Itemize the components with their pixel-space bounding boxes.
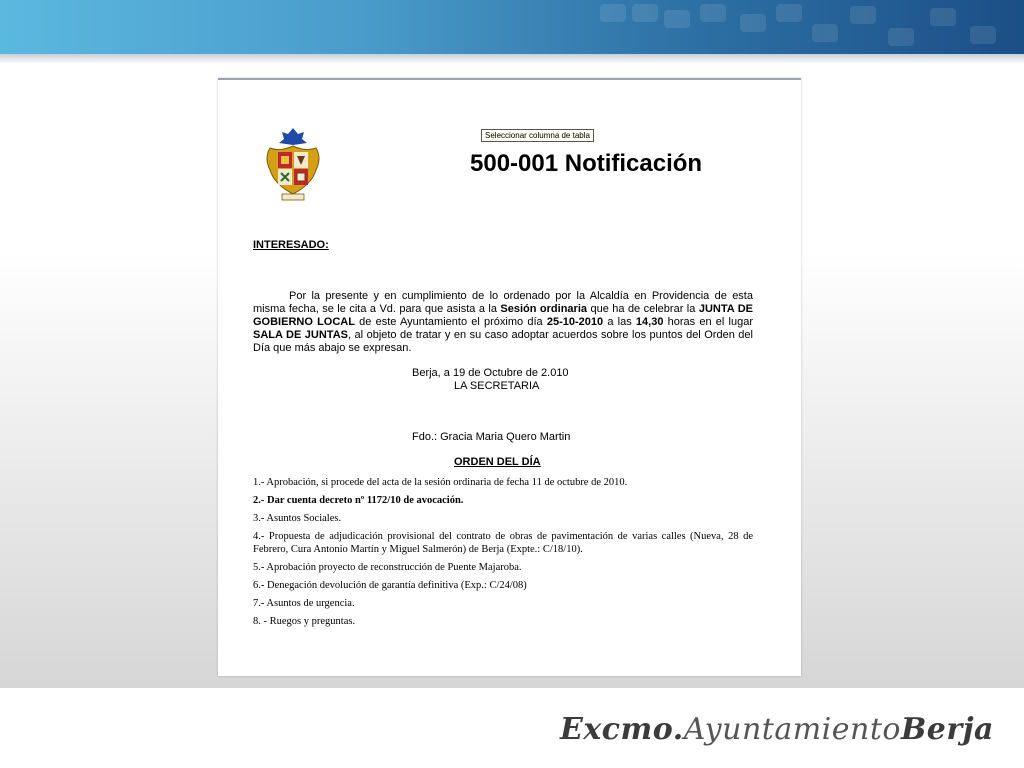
banner-tile xyxy=(776,4,802,22)
banner-tile xyxy=(888,28,914,46)
paragraph-bold-5: SALA DE JUNTAS xyxy=(253,329,348,341)
brand-ayuntamiento: Ayuntamiento xyxy=(683,712,901,747)
paragraph-bold-4: 14,30 xyxy=(635,316,664,328)
banner-tile xyxy=(700,4,726,22)
top-banner xyxy=(0,0,1024,54)
paragraph-text-4: a las xyxy=(603,316,636,328)
paragraph-text-2: que ha de celebrar la xyxy=(587,303,699,315)
agenda-item: 5.- Aprobación proyecto de reconstrucción de Puente Majaroba. xyxy=(253,561,522,573)
paragraph-text-1: Por la presente y en cumplimiento de lo ordenado por la Alcaldía en Providencia de esta misma fecha, se le cita a Vd. para que asista a la xyxy=(253,290,753,315)
agenda-item: 3.- Asuntos Sociales. xyxy=(253,513,342,524)
document-title: 500-001 Notificación xyxy=(470,150,703,177)
orden-del-dia-title: ORDEN DEL DÍA xyxy=(454,456,541,468)
paragraph-bold-2: JUNTA DE GOBIERNO LOCAL xyxy=(253,303,753,328)
banner-shadow xyxy=(0,54,1024,64)
brand-berja: Berja xyxy=(900,712,994,747)
paragraph-text-6: , al objeto de tratar y en su caso adoptar acuerdos sobre los puntos del Orden del Día que más abajo se expresan. xyxy=(253,329,753,354)
coat-of-arms-icon xyxy=(262,126,324,206)
interesado-label: INTERESADO: xyxy=(253,239,329,251)
signer-role: LA SECRETARIA xyxy=(454,380,540,392)
notification-document xyxy=(218,78,801,676)
banner-tile xyxy=(850,6,876,24)
agenda-list xyxy=(253,477,753,634)
agenda-item: 6.- Denegación devolución de garantía definitiva (Exp.: C/24/08) xyxy=(253,579,527,591)
brand-excmo: Excmo. xyxy=(560,712,684,747)
document-top-border xyxy=(218,78,801,80)
paragraph-bold-1: Sesión ordinaria xyxy=(500,303,588,315)
banner-tile xyxy=(930,8,956,26)
signed-by: Fdo.: Gracia Maria Quero Martin xyxy=(412,431,571,443)
agenda-item: 1.- Aprobación, si procede del acta de la sesión ordinaria de fecha 11 de octubre de 2010. xyxy=(253,477,628,488)
paragraph-text-3: de este Ayuntamiento el próximo día xyxy=(354,316,547,328)
agenda-item: 8. - Ruegos y preguntas. xyxy=(253,615,356,627)
banner-tile xyxy=(740,14,766,32)
footer-brand xyxy=(560,712,994,752)
banner-tile xyxy=(632,4,658,22)
banner-tile xyxy=(812,24,838,42)
paragraph-bold-3: 25-10-2010 xyxy=(546,316,604,328)
tooltip: Seleccionar columna de tabla xyxy=(481,129,594,142)
banner-tile xyxy=(600,4,626,22)
place-date: Berja, a 19 de Octubre de 2.010 xyxy=(412,367,569,379)
paragraph-text-5: horas en el lugar xyxy=(663,316,754,328)
agenda-item: 4.- Propuesta de adjudicación provisional del contrato de obras de pavimentación de varias calles (Nueva, 28 de Febrero, Cura Antonio Martín y Miguel Salmerón) de Berja (Expte.: C/18/10). xyxy=(253,531,753,555)
banner-tile xyxy=(664,10,690,28)
banner-tile xyxy=(970,26,996,44)
agenda-item: 7.- Asuntos de urgencia. xyxy=(253,597,355,609)
citation-paragraph xyxy=(253,290,753,355)
agenda-item: 2.- Dar cuenta decreto nº 1172/10 de avocación. xyxy=(253,495,464,506)
